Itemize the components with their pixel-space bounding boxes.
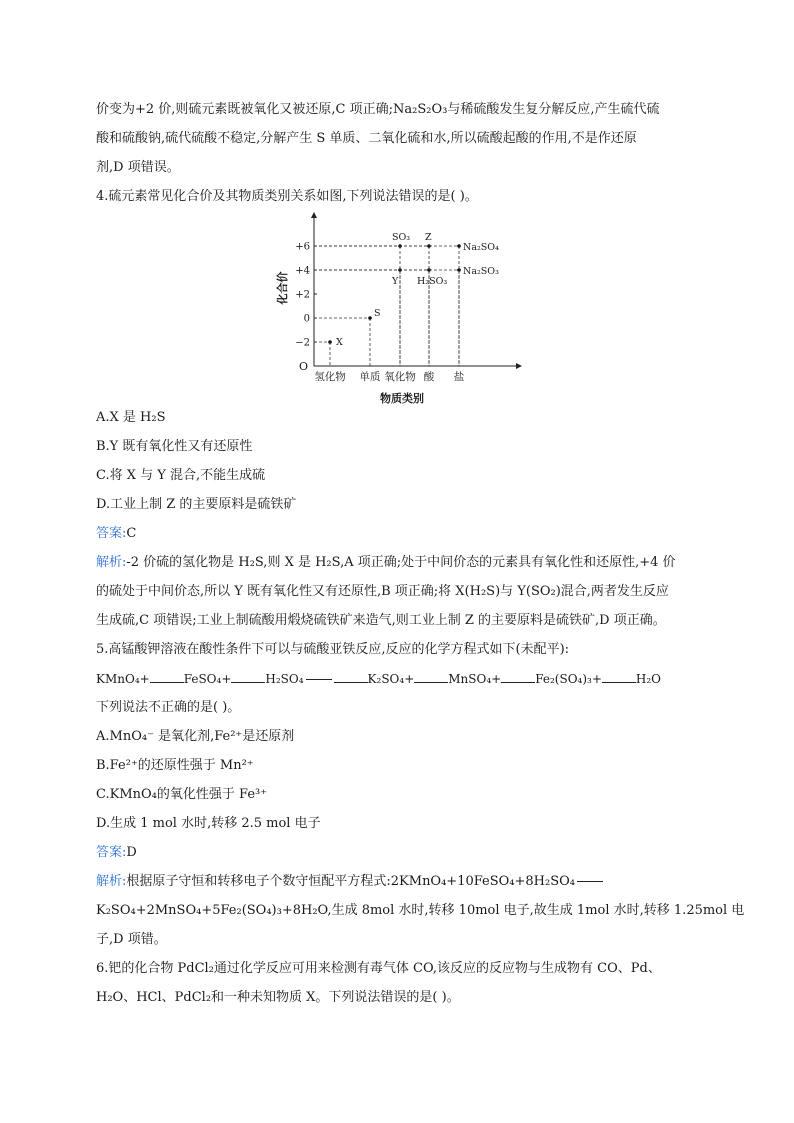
- text-line: 价变为+2 价,则硫元素既被氧化又被还原,C 项正确;Na₂S₂O₃与稀硫酸发生复分解反应,产生硫代硫: [96, 102, 660, 117]
- x-category-label: 氧化物: [384, 371, 416, 383]
- point-label: Na₂SO₃: [463, 266, 499, 277]
- origin-label: O: [298, 360, 308, 373]
- answer-label: 答案:: [96, 845, 127, 860]
- explanation-label: 解析:: [96, 555, 127, 570]
- data-point: [328, 340, 332, 344]
- y-tick-label: +4: [295, 265, 310, 277]
- equals-sign: [306, 679, 332, 680]
- sulfur-valence-chart: [270, 210, 530, 410]
- x-axis-label: 物质类别: [380, 392, 424, 405]
- x-category-label: 单质: [359, 371, 381, 383]
- option-d: D.工业上制 Z 的主要原料是硫铁矿: [96, 497, 297, 512]
- y-tick-label: −2: [295, 337, 310, 349]
- question-6-line2: H₂O、HCl、PdCl₂和一种未知物质 X。下列说法错误的是( )。: [96, 990, 460, 1005]
- equals-sign: [577, 881, 603, 882]
- explanation-text: -2 价硫的氢化物是 H₂S,则 X 是 H₂S,A 项正确;处于中间价态的元素具有氧化性和还原性,+4 价: [126, 555, 676, 570]
- question-6-line1: 6.钯的化合物 PdCl₂通过化学反应可用来检测有毒气体 CO,该反应的反应物与生成物有 CO、Pd、: [96, 961, 661, 976]
- text-line: 酸和硫酸钠,硫代硫酸不稳定,分解产生 S 单质、二氧化硫和水,所以硫酸起酸的作用,不是作还原: [96, 131, 637, 146]
- option-a: A.MnO₄⁻ 是氧化剂,Fe²⁺是还原剂: [96, 729, 295, 744]
- eq-mnso4: MnSO₄+: [448, 672, 502, 686]
- point-label: SO₃: [392, 232, 411, 243]
- blank: [602, 670, 636, 683]
- point-label: H₂SO₃: [417, 276, 448, 287]
- eq-k2so4: K₂SO₄+: [367, 672, 415, 686]
- explanation-4-line3: 生成硫,C 项错误;工业上制硫酸用煅烧硫铁矿来造气,则工业上制 Z 的主要原料是硫铁矿,D 项正确。: [96, 613, 666, 628]
- point-label: Y: [392, 276, 399, 287]
- data-point: [368, 316, 372, 320]
- option-a: A.X 是 H₂S: [96, 410, 166, 425]
- answer-value: C: [126, 526, 137, 541]
- y-tick-label: +6: [295, 241, 310, 253]
- x-axis-arrow: [516, 363, 522, 369]
- answer-5: [96, 843, 137, 863]
- x-category-label: 氢化物: [314, 371, 346, 383]
- point-label: Z: [425, 232, 432, 243]
- explanation-5-line3: 子,D 项错。: [96, 932, 167, 947]
- answer-label: 答案:: [96, 526, 127, 541]
- y-tick-label: +2: [295, 289, 310, 301]
- explanation-4-line2: 的硫处于中间价态,所以 Y 既有氧化性又有还原性,B 项正确;将 X(H₂S)与 Y(SO₂)混合,两者发生反应: [96, 584, 669, 599]
- equation-line: [96, 669, 661, 689]
- option-b: B.Y 既有氧化性又有还原性: [96, 439, 253, 454]
- point-label: X: [336, 337, 343, 348]
- blank: [414, 670, 448, 683]
- x-category-label: 酸: [423, 371, 435, 383]
- blank: [334, 670, 368, 683]
- eq-feso4: FeSO₄+: [183, 672, 232, 686]
- explanation-4-line1: [96, 553, 676, 573]
- option-c: C.KMnO₄的氧化性强于 Fe³⁺: [96, 787, 268, 802]
- answer-4: [96, 524, 136, 544]
- blank: [501, 670, 535, 683]
- blank: [231, 670, 265, 683]
- point-label: Na₂SO₄: [463, 242, 499, 253]
- option-b: B.Fe²⁺的还原性强于 Mn²⁺: [96, 758, 254, 773]
- eq-h2so4: H₂SO₄: [265, 672, 304, 686]
- question-5-stem: 下列说法不正确的是( )。: [96, 700, 241, 715]
- y-axis-label: 化合价: [276, 271, 289, 305]
- question-4: 4.硫元素常见化合价及其物质类别关系如图,下列说法错误的是( )。: [96, 189, 478, 204]
- option-c: C.将 X 与 Y 混合,不能生成硫: [96, 468, 266, 483]
- eq-fe2so43: Fe₂(SO₄)₃+: [535, 672, 602, 686]
- explanation-5-line1: [96, 872, 605, 892]
- eq-h2o: H₂O: [635, 672, 662, 686]
- explanation-5-line2: K₂SO₄+2MnSO₄+5Fe₂(SO₄)₃+8H₂O,生成 8mol 水时,转移 10mol 电子,故生成 1mol 水时,转移 1.25mol 电: [96, 903, 745, 918]
- explanation-text: 根据原子守恒和转移电子个数守恒配平方程式:2KMnO₄+10FeSO₄+8H₂SO₄: [126, 874, 576, 889]
- y-tick-label: 0: [303, 313, 310, 325]
- eq-kmno4: KMnO₄+: [96, 672, 150, 686]
- option-d: D.生成 1 mol 水时,转移 2.5 mol 电子: [96, 816, 321, 831]
- y-axis-arrow: [311, 212, 317, 218]
- x-category-label: 盐: [453, 371, 465, 383]
- data-point: [457, 244, 461, 248]
- answer-value: D: [126, 845, 137, 860]
- question-5: 5.高锰酸钾溶液在酸性条件下可以与硫酸亚铁反应,反应的化学方程式如下(未配平):: [96, 642, 570, 657]
- blank: [150, 670, 184, 683]
- point-label: S: [374, 308, 381, 319]
- text-line: 剂,D 项错误。: [96, 160, 180, 175]
- explanation-label: 解析:: [96, 874, 127, 889]
